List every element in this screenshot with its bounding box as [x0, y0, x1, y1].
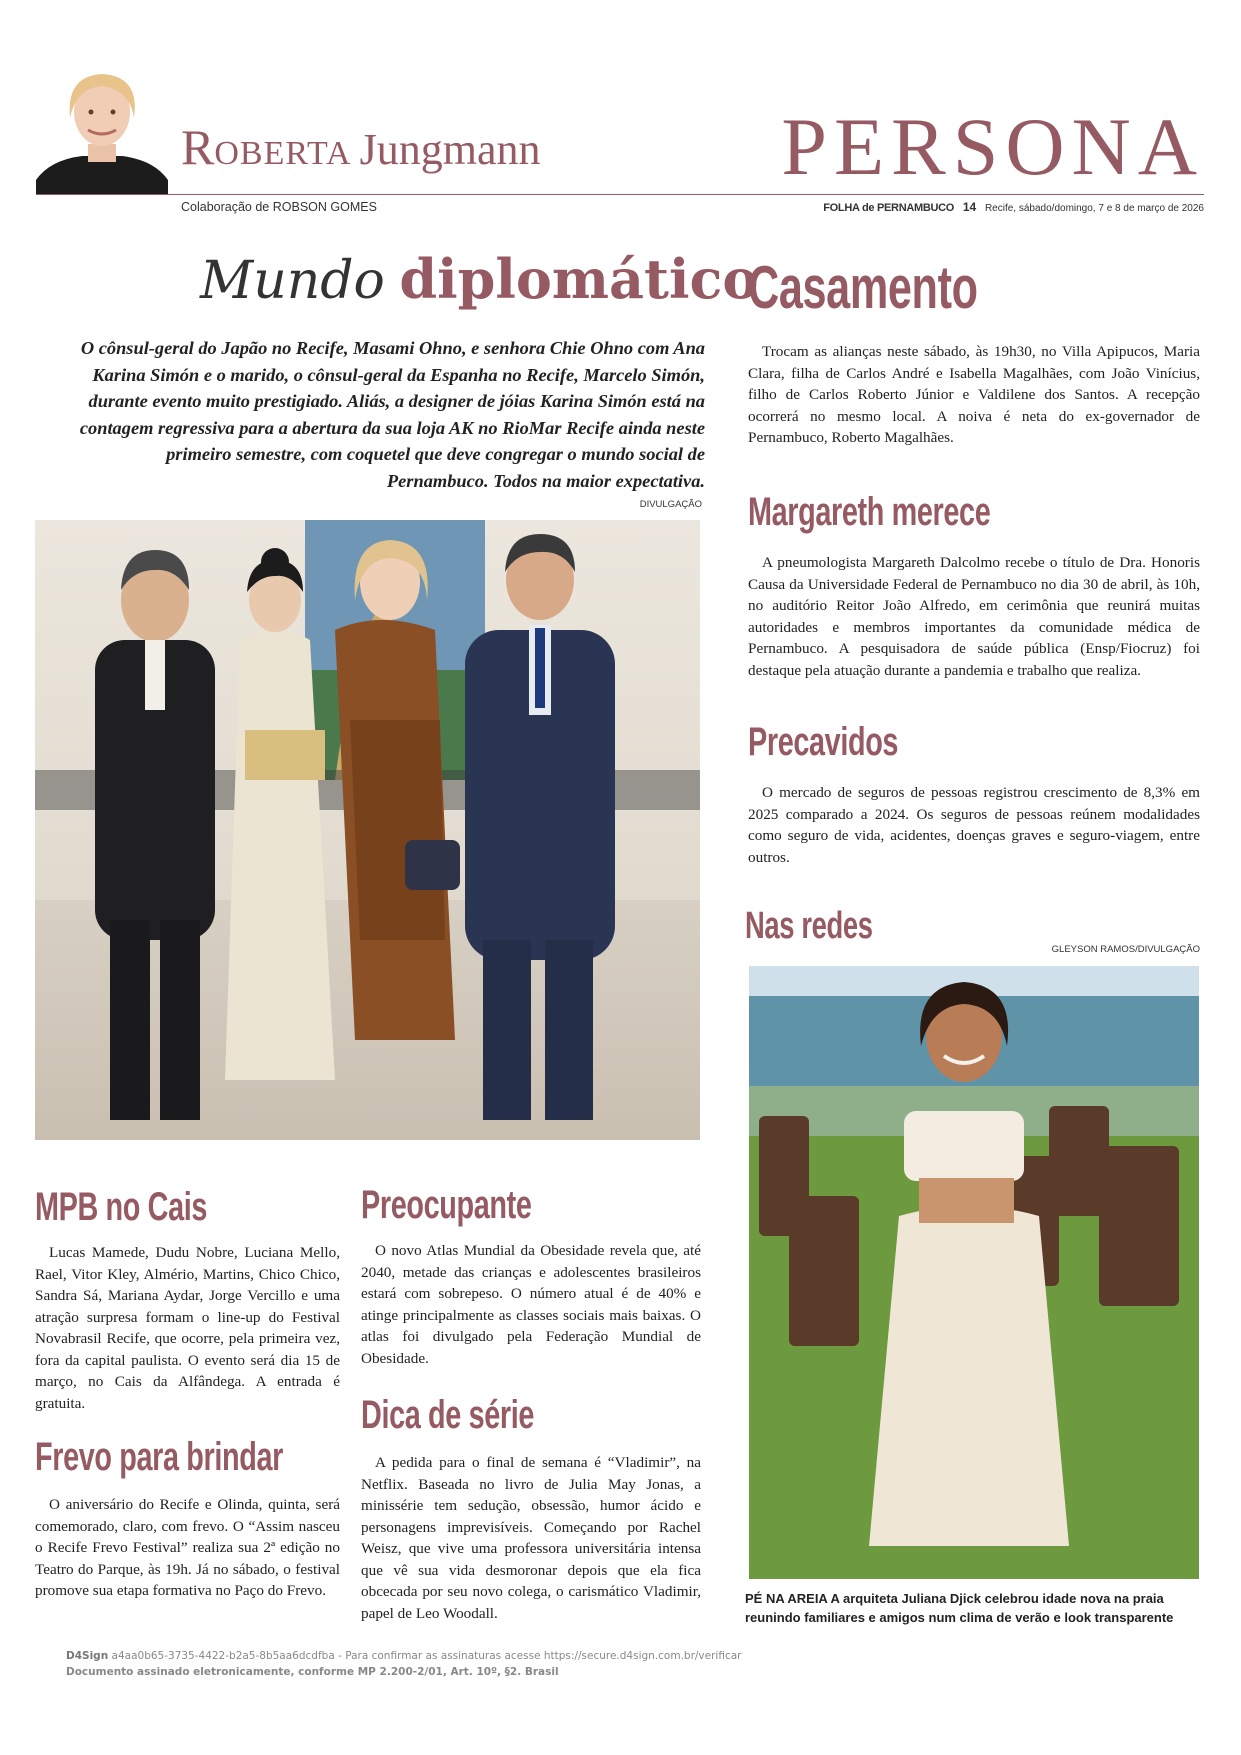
photo-credit-main: DIVULGAÇÃO — [639, 499, 702, 510]
columnist-first-name: OBERTA — [214, 135, 352, 172]
header-rule — [36, 194, 1204, 195]
beach-party-photo — [749, 966, 1199, 1579]
section-title: PERSONA — [781, 101, 1204, 192]
note-text-serie: A pedida para o final de semana é “Vladimir”, na Netflix. Baseada no livro de Julia May Jonas, a minissérie tem sedução, obsessão, humor ácido e personagens imprevisíveis. Começando por Rachel Weisz, que vive uma professora universitária intensa que vê sua vida desmoronar depois que ela fica obcecada por seu novo colega, o carismático Vladimir, papel de Leo Woodall. — [361, 1454, 701, 1622]
headline-light: Mundo — [200, 251, 385, 311]
dateline: Recife, sábado/domingo, 7 e 8 de março de 2026 — [984, 203, 1204, 214]
page-number: 14 — [962, 200, 977, 214]
note-title-preocupante: Preocupante — [361, 1183, 532, 1227]
social-title: Nas redes — [745, 905, 873, 947]
caption-text: A arquiteta Juliana Djick celebrou idade nova na praia reunindo familiares e amigos num clima de verão e look transparente — [745, 1591, 1174, 1625]
headline-strong: diplomático — [399, 247, 759, 311]
columnist-portrait — [36, 68, 168, 194]
photo-credit-social: GLEYSON RAMOS/DIVULGAÇÃO — [1051, 944, 1200, 955]
main-headline — [200, 247, 759, 311]
sign-details: a4aa0b65-3735-4422-b2a5-8b5aa6dcdfba - Para confirmar as assinaturas acesse https://secure.d4sign.com.br/verificar — [111, 1650, 742, 1662]
collaboration-credit: Colaboração de ROBSON GOMES — [181, 200, 377, 214]
note-title-serie: Dica de série — [361, 1393, 535, 1437]
note-text-mpb: Lucas Mamede, Dudu Nobre, Luciana Mello, Rael, Vitor Kley, Almério, Martins, Chico Chico, Sandra Sá, Mariana Aydar, Jorge Vercillo e uma atração surpresa formam o line-up do Festival Novabrasil Recife, que ocorre, pela primeira vez, fora da capital paulista. O evento será dia 15 de março, no Cais da Alfândega. A entrada é gratuita. — [35, 1244, 340, 1412]
signature-line — [66, 1648, 741, 1664]
note-text-precavidos: O mercado de seguros de pessoas registrou crescimento de 8,3% em 2025 comparado a 2024. Os seguros de pessoas reúnem modalidades como seguro de vida, acidentes, doenças graves e seguro-viagem, entre outros. — [748, 784, 1200, 866]
note-text-frevo: O aniversário do Recife e Olinda, quinta, será comemorado, claro, com frevo. O “Assim nasceu o Recife Frevo Festival” realiza sua 2ª edição no Teatro do Parque, às 19h. Já no sábado, o festival promove sua etapa formativa no Paço do Frevo. — [35, 1496, 340, 1599]
note-title-frevo: Frevo para brindar — [35, 1435, 283, 1479]
columnist-last-name: Jungmann — [359, 125, 541, 174]
sign-brand: D4Sign — [66, 1650, 109, 1662]
note-text-casamento: Trocam as alianças neste sábado, às 19h30, no Villa Apipucos, Maria Clara, filha de Carlos André e Isabella Magalhães, com João Vinícius, filho de Carlos Roberto Júnior e Valdilene dos Santos. A recepção ocorrerá no mesmo local. A noiva é neta do ex-governador de Pernambuco, Roberto Magalhães. — [748, 343, 1200, 446]
columnist-initial: R — [181, 119, 215, 175]
legal-line: Documento assinado eletronicamente, conforme MP 2.200-2/01, Art. 10º, §2. Brasil — [66, 1666, 559, 1678]
note-title-mpb: MPB no Cais — [35, 1185, 208, 1229]
columnist-name — [181, 118, 541, 176]
signature-footer — [66, 1648, 741, 1680]
publication-line — [823, 200, 1204, 214]
main-lead: O cônsul-geral do Japão no Recife, Masami Ohno, e senhora Chie Ohno com Ana Karina Simón e o marido, o cônsul-geral da Espanha no Recife, Marcelo Simón, durante evento muito prestigiado. Aliás, a designer de jóias Karina Simón está na contagem regressiva para a abertura da sua loja AK no RioMar Recife ainda neste primeiro semestre, com coquetel que deve congregar o mundo social de Pernambuco. Todos na maior expectativa. — [79, 338, 705, 491]
note-title-casamento: Casamento — [748, 254, 978, 321]
note-title-margareth: Margareth merece — [748, 490, 991, 534]
note-text-preocupante: O novo Atlas Mundial da Obesidade revela que, até 2040, metade das crianças e adolescentes brasileiros estará com sobrepeso. O número atual é de 40% e atinge principalmente as classes sociais mais baixas. O atlas foi divulgado pela Federação Mundial de Obesidade. — [361, 1242, 701, 1367]
social-caption — [745, 1589, 1201, 1627]
newspaper-name: FOLHA de PERNAMBUCO — [823, 202, 955, 214]
note-text-margareth: A pneumologista Margareth Dalcolmo recebe o título de Dra. Honoris Causa da Universidade Federal de Pernambuco no dia 30 de abril, às 10h, no auditório Reitor João Alfredo, em cerimônia que reunirá muitas autoridades e membros importantes da comunidade médica de Pernambuco. A pesquisadora de saúde pública (Ensp/Fiocruz) foi destaque pela atuação durante a pandemia e trabalho que realiza. — [748, 554, 1200, 679]
note-title-precavidos: Precavidos — [748, 720, 899, 764]
caption-kicker: PÉ NA AREIA — [745, 1591, 828, 1606]
diplomats-photo — [35, 520, 700, 1140]
